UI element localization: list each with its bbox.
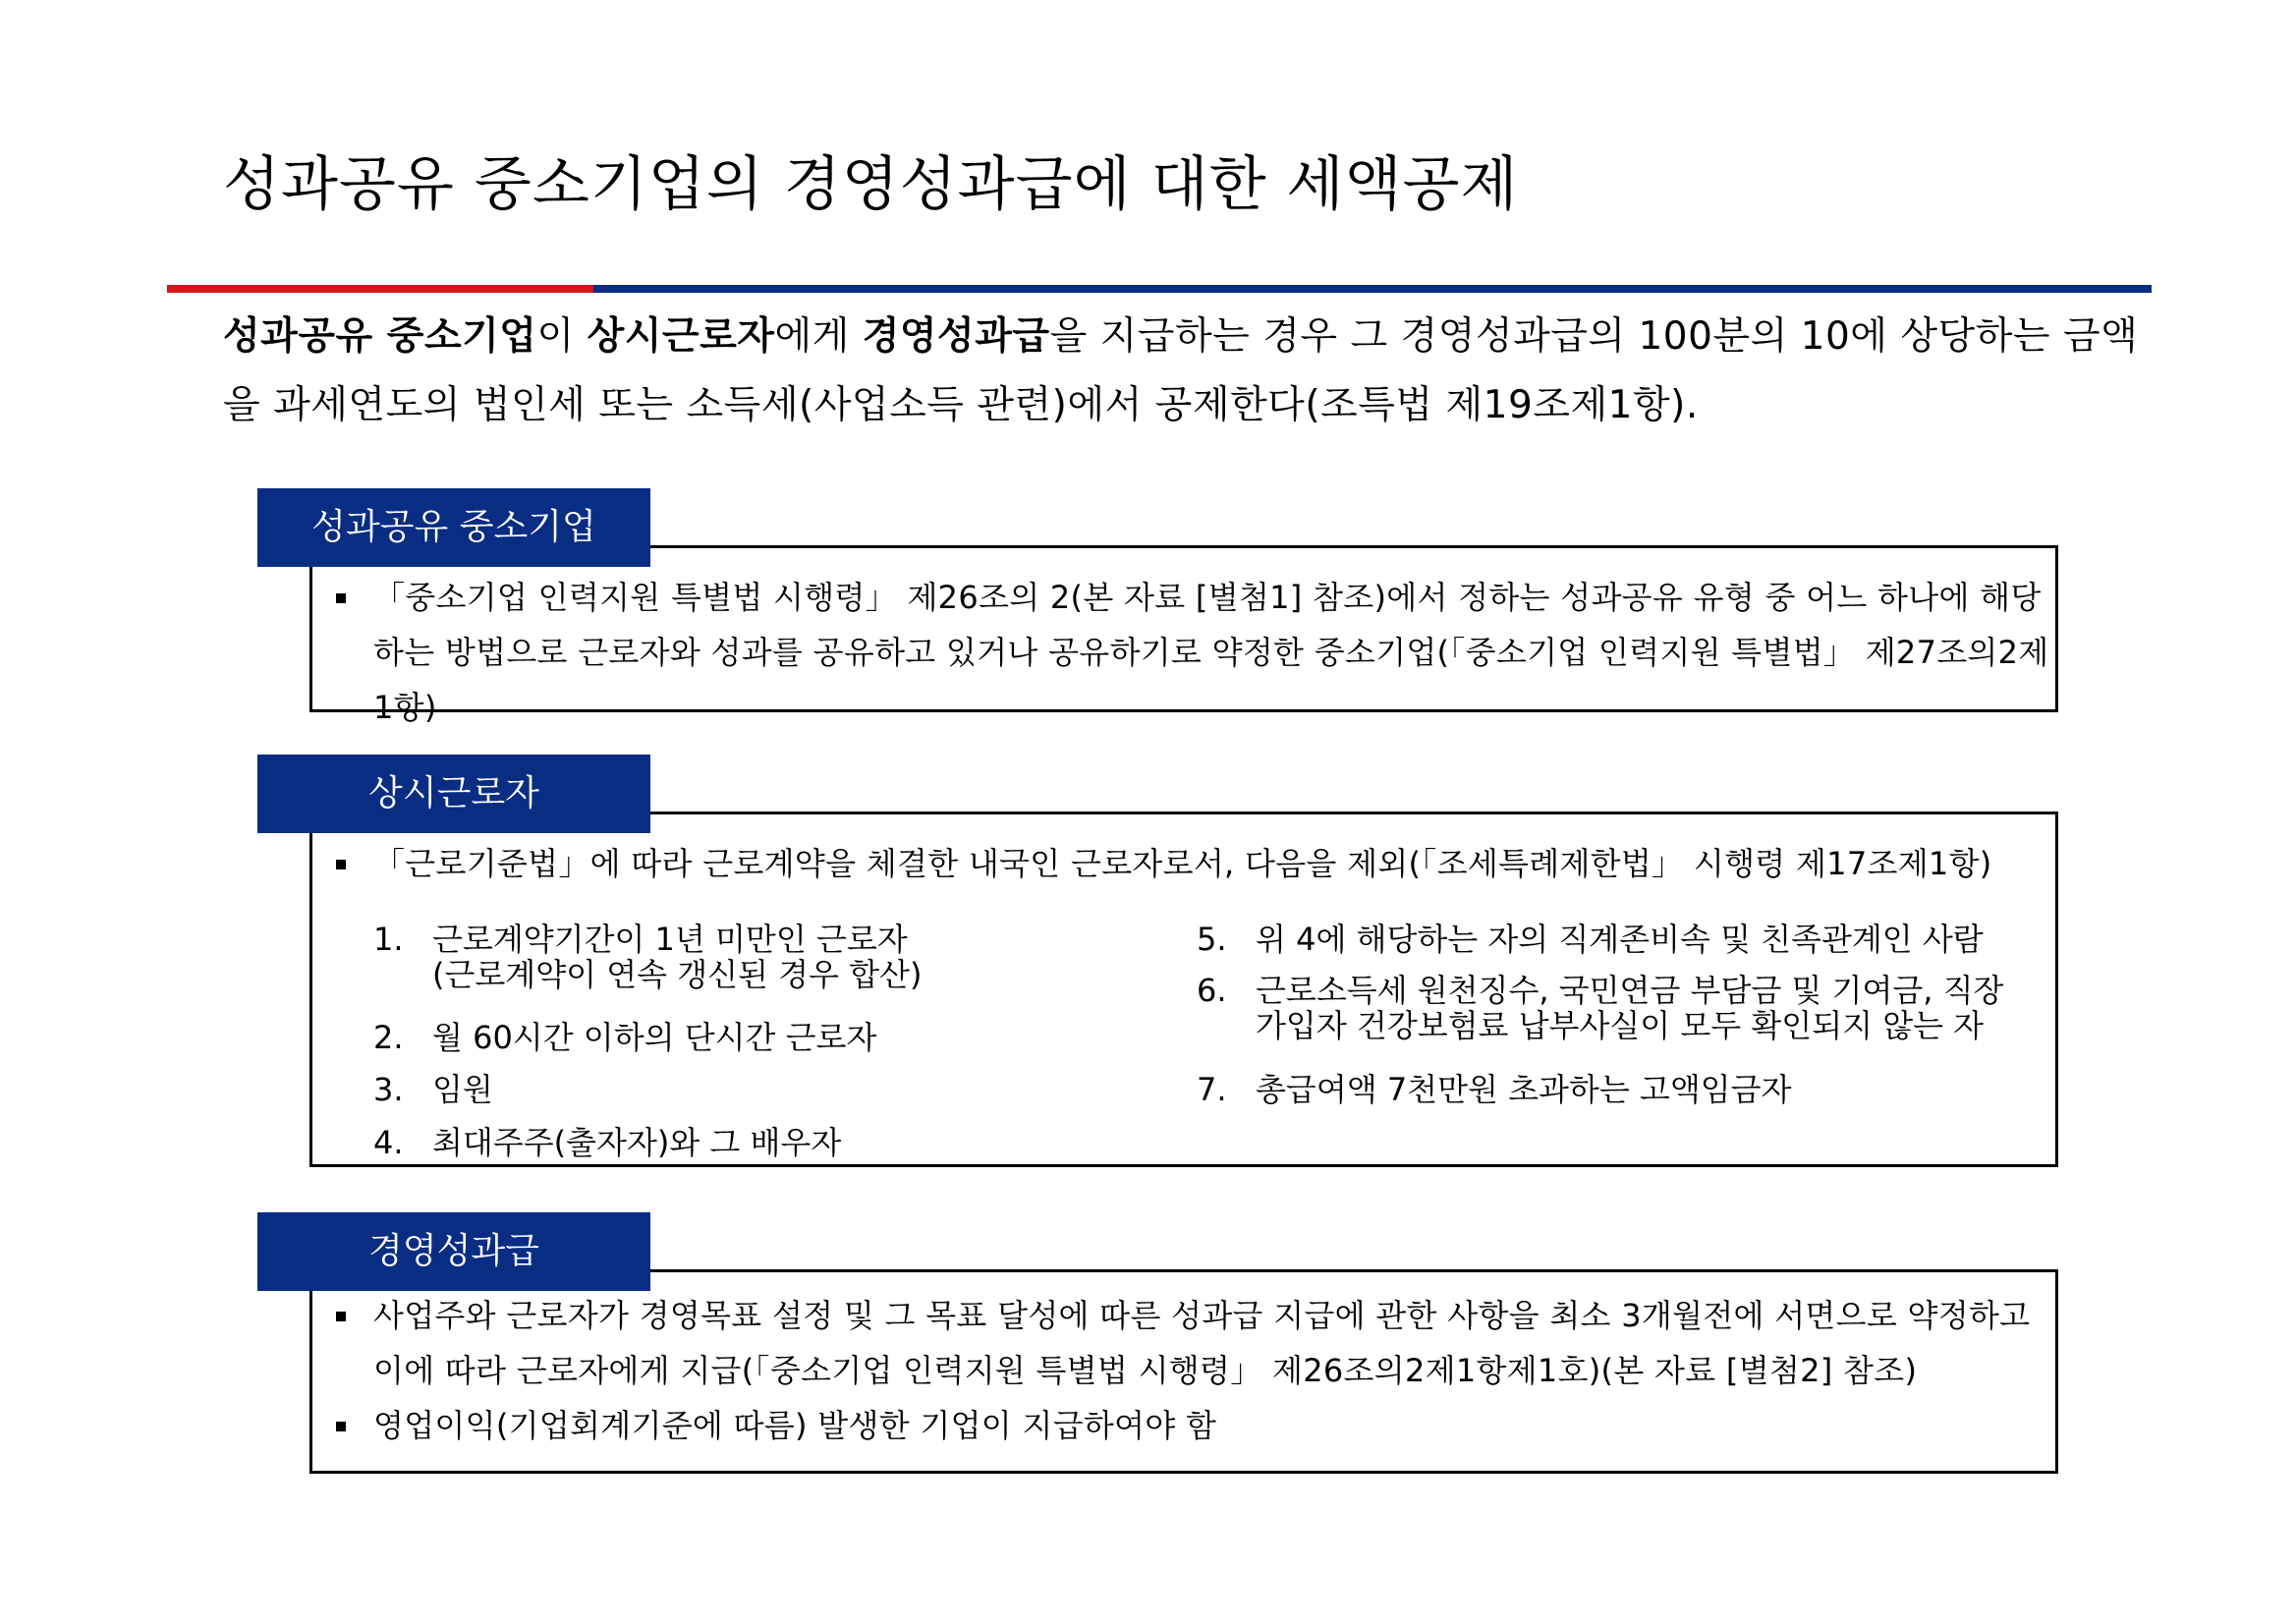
exclusion-list-right <box>1197 921 2042 1117</box>
intro-paragraph <box>223 303 2149 440</box>
intro-term-worker: 상시근로자 <box>587 314 775 359</box>
exclusion-text: 위 4에 해당하는 자의 직계존비속 및 친족관계인 사람 <box>1256 921 1984 958</box>
bonus-bullet: 영업이익(기업회계기준에 따름) 발생한 기업이 지급하여야 함 <box>312 1398 2051 1453</box>
intro-text-3: 을 지급하는 경우 그 경영성과급의 100분의 10에 상당하는 금액을 과세연도의 법인세 또는 소득세(사업소득 관련)에서 공제한다(조특법 제19조제1항). <box>223 314 2139 427</box>
section-tab-sme: 성과공유 중소기업 <box>257 488 650 567</box>
sme-bullet: 「중소기업 인력지원 특별법 시행령」 제26조의 2(본 자료 [별첨1] 참조)에서 정하는 성과공유 유형 중 어느 하나에 해당하는 방법으로 근로자와 성과를 공유하고 있거나 공유하기로 약정한 중소기업(「중소기업 인력지원 특별법」 제27조의2제1항) <box>312 570 2051 735</box>
intro-term-sme: 성과공유 중소기업 <box>223 314 537 359</box>
exclusion-list-left <box>373 921 1120 1166</box>
exclusion-number: 5. <box>1197 921 1227 958</box>
section-box-worker <box>309 812 2058 1167</box>
section-box-bonus <box>309 1269 2058 1474</box>
worker-bullet: 「근로기준법」에 따라 근로계약을 체결한 내국인 근로자로서, 다음을 제외(「조세특례제한법」 시행령 제17조제1항) <box>312 836 2051 891</box>
intro-text-1: 이 <box>536 314 588 359</box>
exclusion-number: 6. <box>1197 972 1227 1009</box>
exclusion-number: 4. <box>373 1124 404 1161</box>
sme-bullet-list <box>312 570 2051 735</box>
divider-red-segment <box>167 285 593 293</box>
page-title: 성과공유 중소기업의 경영성과급에 대한 세액공제 <box>223 150 1519 219</box>
exclusion-number: 3. <box>373 1071 404 1108</box>
divider-blue-segment <box>593 285 2152 293</box>
exclusion-text: 임원 <box>432 1071 493 1108</box>
exclusion-text-line2: (근로계약이 연속 갱신된 경우 합산) <box>432 956 923 993</box>
bonus-bullet-list <box>312 1288 2051 1453</box>
exclusion-text-line2: 가입자 건강보험료 납부사실이 모두 확인되지 않는 자 <box>1256 1007 1985 1044</box>
intro-text-2: 에게 <box>774 314 863 359</box>
section-box-sme <box>309 545 2058 726</box>
exclusion-text: 총급여액 7천만원 초과하는 고액임금자 <box>1256 1071 1792 1108</box>
intro-term-bonus: 경영성과급 <box>862 314 1050 359</box>
exclusion-text: 근로계약기간이 1년 미만인 근로자 <box>432 921 908 958</box>
title-divider <box>167 285 2152 293</box>
section-tab-bonus: 경영성과급 <box>257 1212 650 1291</box>
section-tab-worker: 상시근로자 <box>257 755 650 833</box>
exclusion-text: 최대주주(출자자)와 그 배우자 <box>432 1124 842 1161</box>
exclusion-number: 7. <box>1197 1071 1227 1108</box>
exclusion-number: 1. <box>373 921 404 958</box>
bonus-bullet: 사업주와 근로자가 경영목표 설정 및 그 목표 달성에 따른 성과급 지급에 관한 사항을 최소 3개월전에 서면으로 약정하고 이에 따라 근로자에게 지급(「중소기업 인력지원 특별법 시행령」 제26조의2제1항제1호)(본 자료 [별첨2] 참조) <box>312 1288 2051 1398</box>
exclusion-number: 2. <box>373 1019 404 1056</box>
exclusion-text: 근로소득세 원천징수, 국민연금 부담금 및 기여금, 직장 <box>1256 972 2004 1009</box>
worker-bullet-list <box>312 836 2051 891</box>
exclusion-text: 월 60시간 이하의 단시간 근로자 <box>432 1019 877 1056</box>
